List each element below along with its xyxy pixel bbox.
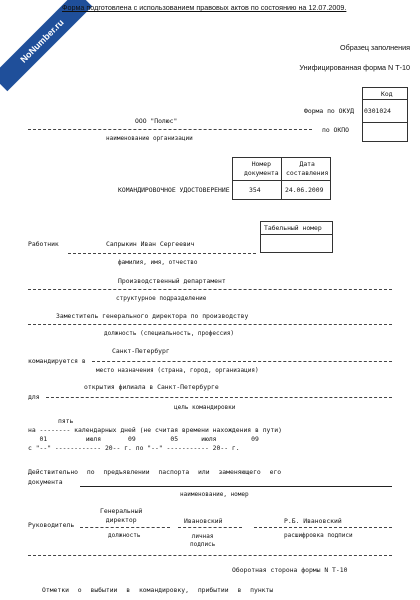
basis-doc-label: документа (28, 478, 63, 486)
head-position-caption: должность (108, 532, 141, 539)
department-caption: структурное подразделение (116, 295, 207, 302)
document-title: КОМАНДИРОВОЧНОЕ УДОСТОВЕРЕНИЕ (118, 186, 230, 194)
head-position-line (80, 527, 170, 528)
position-caption: должность (специальность, профессия) (104, 330, 235, 337)
sample-label: Образец заполнения (339, 43, 410, 52)
head-decoding-caption: расшифровка подписи (284, 532, 353, 539)
tabel-value-cell (260, 234, 333, 253)
legal-notice: Форма подготовлена с использованием правовых актов по состоянию на 12.07.2009. (62, 3, 347, 12)
trip-for-label: для (28, 393, 40, 401)
code-header-label: Код (381, 90, 393, 98)
head-sign-line (178, 527, 242, 528)
okud-value: 0301024 (364, 107, 391, 115)
head-sign: Ивановский (184, 517, 223, 525)
doc-num-header-label: Номер документа (244, 160, 279, 177)
head-sign-caption: личная подпись (190, 533, 216, 549)
document-date: 24.06.2009 (285, 186, 324, 194)
document-number: 354 (249, 186, 261, 194)
okpo-cell (362, 122, 408, 142)
doc-date-header-label: Дата составления (286, 160, 329, 177)
head-decoding: Р.Б. Ивановский (284, 517, 342, 525)
trip-period-line: с "--" ------------ 20-- г. по "--" ----------- 20-- г. (28, 444, 240, 452)
okpo-label: по ОКПО (322, 126, 349, 134)
employee-name-line (68, 253, 256, 254)
organization-name: ООО "Полюс" (135, 117, 178, 125)
trip-days-word: пять (58, 417, 74, 425)
head-label: Руководитель (28, 521, 75, 529)
position-line (28, 324, 392, 325)
department-line (28, 289, 392, 290)
basis-line: Действительно по предъявлении паспорта или заменяющего его (28, 468, 282, 476)
reverse-title: Оборотная сторона формы N Т-10 (232, 566, 348, 574)
position-value: Заместитель генерального директора по производству (56, 312, 249, 320)
trip-city: Санкт-Петербург (112, 347, 170, 355)
form-id-label: Унифицированная форма N Т-10 (299, 63, 410, 72)
page-separator (28, 555, 392, 556)
trip-purpose-line (46, 397, 392, 398)
organization-caption: наименование организации (106, 135, 193, 142)
head-position: Генеральный директор (100, 507, 143, 524)
trip-purpose: открытия филиала в Санкт-Петербурге (84, 383, 219, 391)
trip-sent-label: командируется в (28, 357, 86, 365)
trip-purpose-caption: цель командировки (174, 404, 236, 411)
trip-destination-line (92, 361, 392, 362)
employee-name-caption: фамилия, имя, отчество (118, 259, 198, 266)
head-decoding-line (254, 527, 392, 528)
employee-label: Работник (28, 240, 59, 248)
tabel-header-label: Табельный номер (264, 224, 322, 232)
basis-doc-caption: наименование, номер (180, 491, 249, 498)
trip-period-values: 01 июля 09 05 июля 09 (28, 435, 259, 443)
watermark-ribbon: NoNumber.ru (0, 0, 92, 91)
organization-line (28, 129, 312, 130)
basis-doc-line (80, 486, 392, 487)
trip-days-line: на -------- календарных дней (не считая времени нахождения в пути) (28, 426, 282, 434)
reverse-marks-line: Отметки о выбытии в командировку, прибытии в пункты (42, 586, 274, 594)
employee-name: Сапрыкин Иван Сергеевич (106, 240, 195, 248)
department-value: Производственный департамент (118, 277, 226, 285)
trip-destination-caption: место назначения (страна, город, организация) (96, 367, 259, 374)
okud-label: Форма по ОКУД (304, 107, 355, 115)
